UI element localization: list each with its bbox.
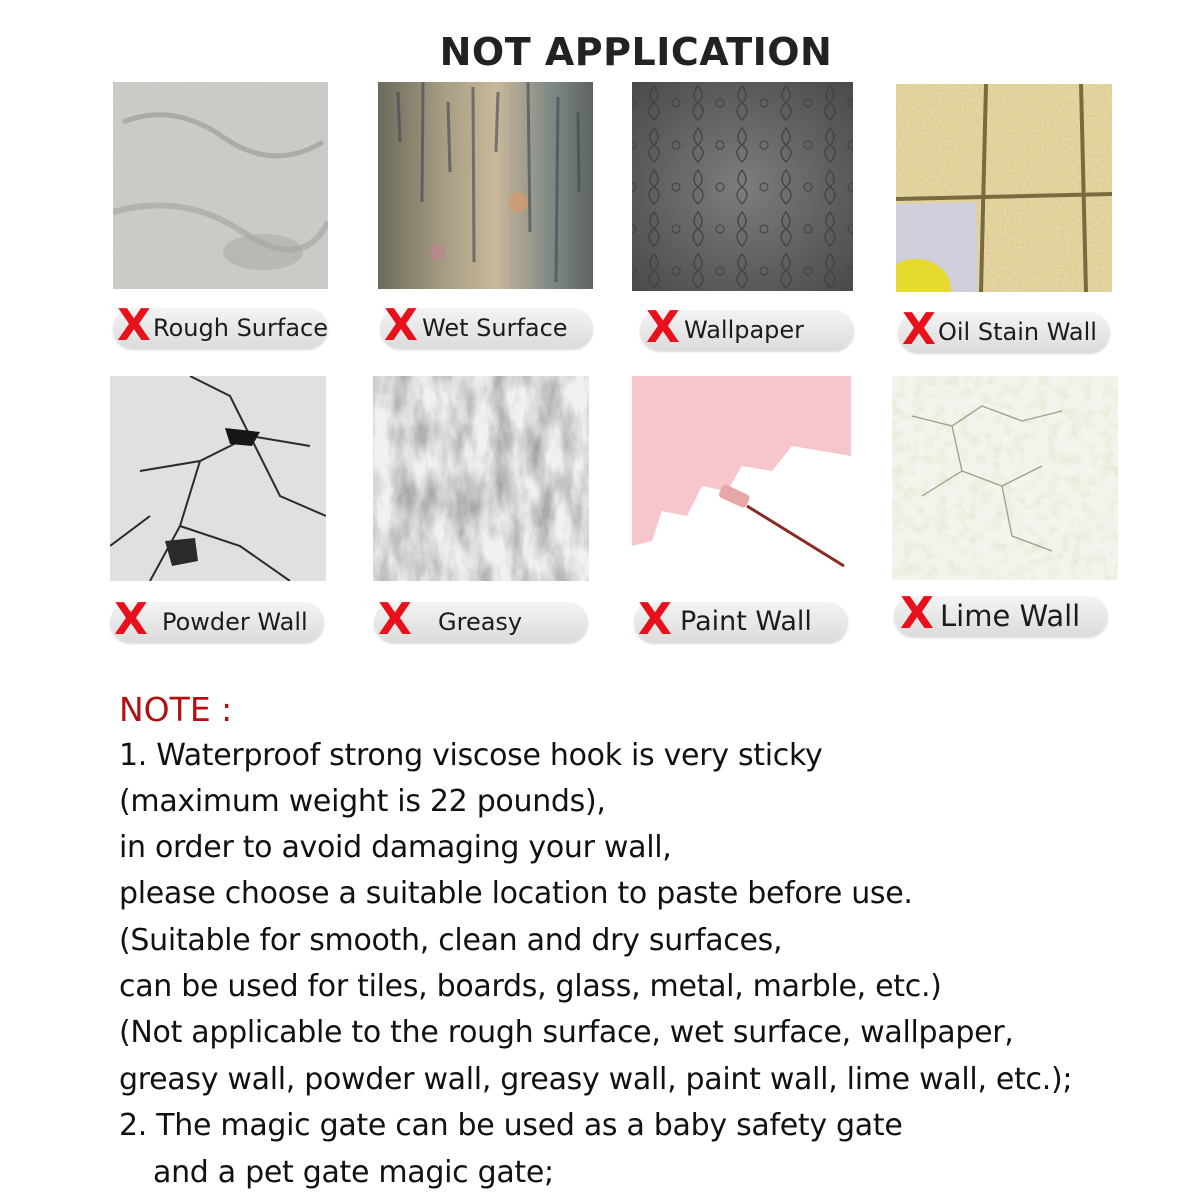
tile-label-text: Oil Stain Wall — [938, 318, 1097, 346]
tile-label-text: Powder Wall — [162, 608, 308, 636]
note-line: 1. Waterproof strong viscose hook is very sticky — [119, 738, 823, 773]
paint-wall-image — [632, 376, 851, 584]
tile-label-lime-wall — [894, 588, 1108, 639]
tile-label-rough-surface — [113, 300, 328, 351]
note-heading: NOTE : — [119, 690, 233, 729]
greasy-image — [373, 376, 589, 581]
rough-surface-image — [113, 82, 328, 289]
tile-label-powder-wall — [110, 594, 324, 645]
tile-label-text: Rough Surface — [153, 314, 328, 342]
note-line: in order to avoid damaging your wall, — [119, 830, 672, 865]
x-mark-icon: X — [114, 594, 148, 645]
note-line: (maximum weight is 22 pounds), — [119, 784, 606, 819]
x-mark-icon: X — [117, 300, 151, 351]
oil-stain-wall-image — [896, 84, 1112, 292]
x-mark-icon: X — [900, 588, 934, 639]
tile-label-greasy — [374, 594, 588, 645]
tile-label-oil-stain-wall — [898, 304, 1110, 355]
x-mark-icon: X — [378, 594, 412, 645]
note-line: 2. The magic gate can be used as a baby safety gate — [119, 1108, 903, 1143]
wet-surface-image — [378, 82, 593, 289]
note-line: (Suitable for smooth, clean and dry surfaces, — [119, 923, 783, 958]
x-mark-icon: X — [638, 594, 672, 645]
tile-label-paint-wall — [634, 594, 848, 645]
tile-label-text: Lime Wall — [940, 599, 1081, 633]
note-line: please choose a suitable location to paste before use. — [119, 876, 913, 911]
wallpaper-image — [632, 82, 853, 291]
note-line: can be used for tiles, boards, glass, metal, marble, etc.) — [119, 969, 942, 1004]
x-mark-icon: X — [902, 304, 936, 355]
lime-wall-image — [892, 376, 1118, 580]
x-mark-icon: X — [384, 300, 418, 351]
tile-label-wallpaper — [640, 302, 854, 353]
tile-label-text: Wet Surface — [422, 314, 568, 342]
note-line: and a pet gate magic gate; — [153, 1155, 554, 1190]
note-line: greasy wall, powder wall, greasy wall, paint wall, lime wall, etc.); — [119, 1062, 1073, 1097]
tile-label-text: Wallpaper — [684, 316, 805, 344]
tile-label-text: Paint Wall — [680, 606, 812, 637]
x-mark-icon: X — [646, 302, 680, 353]
tile-label-wet-surface — [380, 300, 593, 351]
powder-wall-image — [110, 376, 326, 581]
page-title: NOT APPLICATION — [439, 30, 833, 74]
note-line: (Not applicable to the rough surface, wet surface, wallpaper, — [119, 1015, 1014, 1050]
tile-label-text: Greasy — [438, 608, 523, 636]
